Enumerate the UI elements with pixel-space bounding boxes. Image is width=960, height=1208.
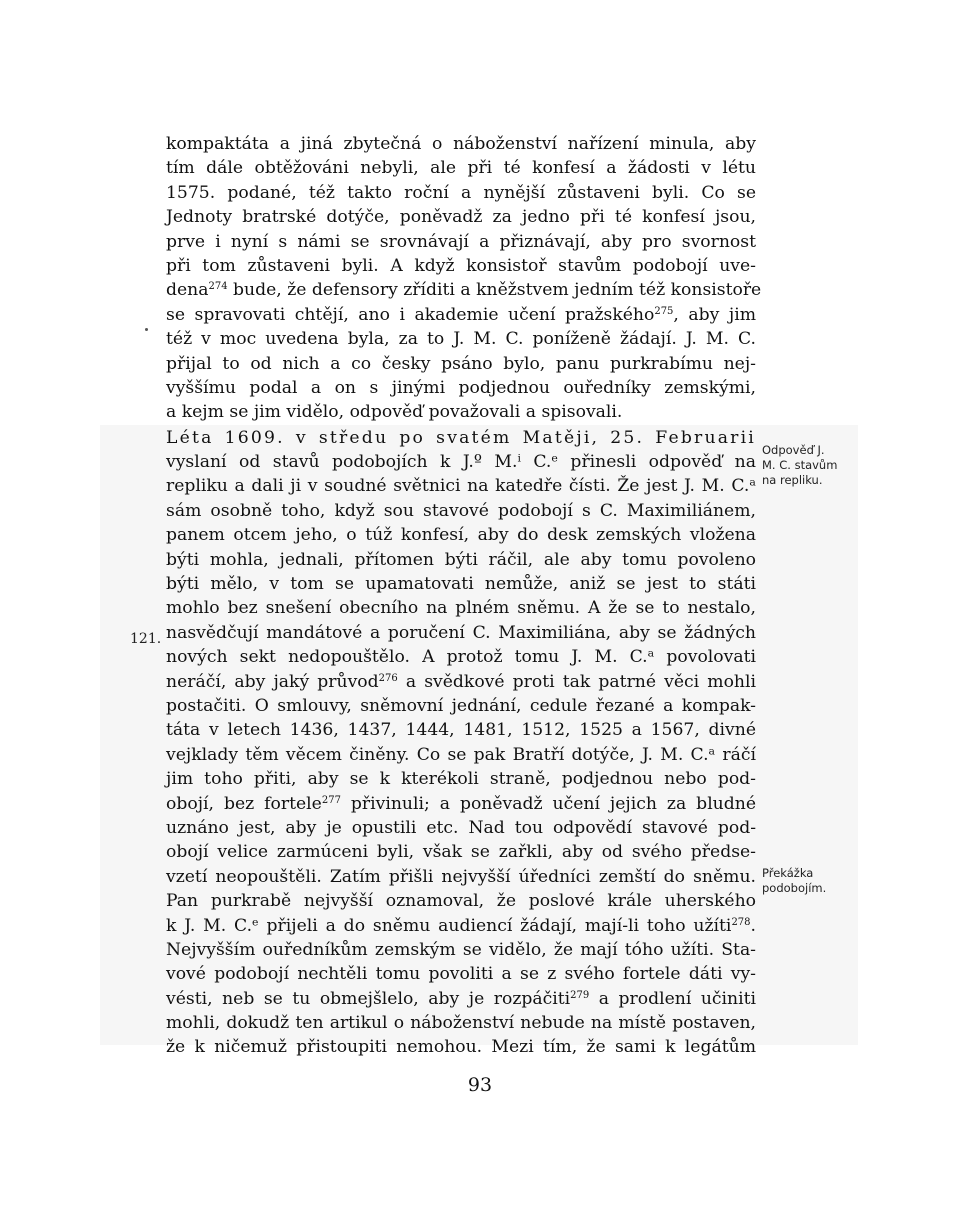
text-run: se spravovati chtějí, ano i akademie učení pražského <box>166 304 655 325</box>
text-run: Pan purkrabě nejvyšší oznamoval, že poslové krále uherského <box>166 891 756 912</box>
text-line <box>166 572 756 596</box>
text-run: vové podobojí nechtěli tomu povoliti a se z svého fortele dáti vy- <box>166 964 756 985</box>
text-line <box>166 767 756 791</box>
text-line <box>166 205 756 229</box>
text-line <box>166 816 756 840</box>
page-number: 93 <box>467 1074 493 1096</box>
text-line <box>166 156 756 180</box>
text-run: 1575. podané, též takto roční a nynější zůstaveni byli. Co se <box>166 182 756 203</box>
text-run: vyššímu podal a on s jinými podjednou ouředníky zemskými, <box>166 377 756 398</box>
text-line <box>166 400 756 424</box>
text-line <box>166 962 756 986</box>
text-line <box>166 450 756 474</box>
text-line <box>166 254 756 278</box>
text-run: mohlo bez snešení obecního na plném sněmu. A že se to nestalo, <box>166 598 756 619</box>
text-run: bude, že defensory zříditi a kněžstvem jedním též konsistoře <box>227 280 762 301</box>
footnote-ref: 277 <box>321 794 341 806</box>
text-run: prve i nyní s námi se srovnávají a přiznávají, aby pro svornost <box>166 231 756 252</box>
text-line <box>166 303 756 327</box>
text-run: vyslaní od stavů podobojích k J.º M.ⁱ C.ᵉ přinesli odpověď na <box>166 452 756 473</box>
margin-note-odpoved <box>762 443 837 488</box>
text-run: kompaktáta a jiná zbytečná o náboženství nařízení minula, aby <box>166 134 756 154</box>
margin-note-line: Odpověď J. <box>762 443 825 457</box>
text-run: přijal to od nich a co česky psáno bylo, panu purkrabímu nej- <box>166 353 756 374</box>
text-line <box>166 132 756 156</box>
text-run: tím dále obtěžováni nebyli, ale při té konfesí a žádosti v létu <box>166 158 756 179</box>
text-run: že k ničemuž přistoupiti nemohou. Mezi tím, že sami k legátům <box>166 1037 756 1058</box>
text-run: býti mohla, jednali, přítomen býti ráčil, ale aby tomu povoleno <box>166 549 756 570</box>
text-run: a prodlení učiniti <box>589 988 756 1009</box>
footnote-ref: 274 <box>208 281 228 293</box>
text-run: repliku a dali ji v soudné světnici na katedře čísti. Že jest J. M. C.ᵃ <box>166 476 756 497</box>
text-line <box>166 352 756 376</box>
text-run: vzetí neopouštěli. Zatím přišli nejvyšší úředníci zemští do sněmu. <box>166 866 756 887</box>
text-line <box>166 694 756 718</box>
text-line <box>166 499 756 523</box>
text-line <box>166 327 756 351</box>
text-run: nasvědčují mandátové a poručení C. Maximiliána, aby se žádných <box>166 622 756 643</box>
text-run: dena <box>166 280 209 301</box>
margin-note-line: podobojím. <box>762 881 827 895</box>
text-line <box>166 718 756 742</box>
text-run: uznáno jest, aby je opustili etc. Nad tou odpovědí stavové pod- <box>166 817 756 838</box>
text-run: Jednoty bratrské dotýče, poněvadž za jedno při té konfesí jsou, <box>166 207 756 228</box>
text-line <box>166 523 756 547</box>
text-run: jim toho přiti, aby se k kterékoli straně, podjednou nebo pod- <box>166 769 756 790</box>
text-run: vésti, neb se tu obmejšlelo, aby je rozpáčiti <box>166 988 571 1009</box>
text-line <box>166 474 756 498</box>
text-line <box>166 865 756 889</box>
footnote-ref: 275 <box>654 305 674 317</box>
text-run: Nejvyšším ouředníkům zemským se vidělo, že mají tóho užíti. Sta- <box>166 939 756 960</box>
margin-note-line: Překážka <box>762 866 814 880</box>
text-line <box>166 1011 756 1035</box>
text-run: přivinuli; a poněvadž učení jejich za bludné <box>340 793 756 814</box>
line-number: 121. <box>130 631 162 647</box>
text-run: nových sekt nedopouštělo. A protož tomu J. M. C.ᵃ povolovati <box>166 647 756 668</box>
text-run: , aby jim <box>673 304 756 325</box>
text-run: při tom zůstaveni byli. A když konsistoř stavům podobojí uve- <box>166 255 756 276</box>
text-line <box>166 743 756 767</box>
footnote-ref: 278 <box>731 916 751 928</box>
ink-speck <box>145 328 148 331</box>
text-run: Léta 1609. v středu po svatém Matěji, 25. Februarii <box>166 427 756 448</box>
text-line <box>166 645 756 669</box>
text-line <box>166 426 756 450</box>
footnote-ref: 279 <box>570 989 590 1001</box>
text-line <box>166 278 762 302</box>
text-run: a svědkové proti tak patrné věci mohli <box>397 671 756 692</box>
text-run: mohli, dokudž ten artikul o náboženství nebude na místě postaven, <box>166 1013 756 1034</box>
text-run: postačiti. O smlouvy, sněmovní jednání, cedule řezané a kompak- <box>166 695 756 716</box>
text-line <box>166 181 756 205</box>
text-line <box>166 889 756 913</box>
text-line <box>166 621 756 645</box>
text-run: neráčí, aby jaký průvod <box>166 671 379 692</box>
body-text <box>166 132 762 1060</box>
text-run: k J. M. C.ᵉ přijeli a do sněmu audiencí žádají, mají-li toho užíti <box>166 915 732 936</box>
text-run: táta v letech 1436, 1437, 1444, 1481, 1512, 1525 a 1567, divné <box>166 720 756 741</box>
text-line <box>166 548 756 572</box>
text-line <box>166 840 756 864</box>
text-line <box>166 792 756 816</box>
text-run: vejklady těm věcem činěny. Co se pak Bratří dotýče, J. M. C.ᵃ ráčí <box>166 744 756 765</box>
margin-note-line: M. C. stavům <box>762 458 838 472</box>
text-run: . <box>750 915 756 936</box>
text-run: sám osobně toho, když sou stavové podobojí s C. Maximiliánem, <box>166 500 756 521</box>
text-run: panem otcem jeho, o túž konfesí, aby do desk zemských vložena <box>166 525 756 546</box>
footnote-ref: 276 <box>378 672 398 684</box>
text-line <box>166 938 756 962</box>
text-line <box>166 376 756 400</box>
margin-note-prekazka <box>762 866 826 896</box>
text-line <box>166 914 756 938</box>
text-line <box>166 596 756 620</box>
text-line <box>166 670 756 694</box>
text-line <box>166 987 756 1011</box>
text-run: obojí, bez fortele <box>166 793 322 814</box>
text-run: obojí velice zarmúceni byli, však se zařkli, aby od svého předse- <box>166 842 756 863</box>
text-run: býti mělo, v tom se upamatovati nemůže, aniž se jest to státi <box>166 574 756 595</box>
margin-note-line: na repliku. <box>762 473 823 487</box>
text-run: též v moc uvedena byla, za to J. M. C. poníženě žádají. J. M. C. <box>166 329 756 350</box>
text-line <box>166 1035 756 1059</box>
text-run: a kejm se jim vidělo, odpověď považovali a spisovali. <box>166 402 623 423</box>
text-line <box>166 230 756 254</box>
